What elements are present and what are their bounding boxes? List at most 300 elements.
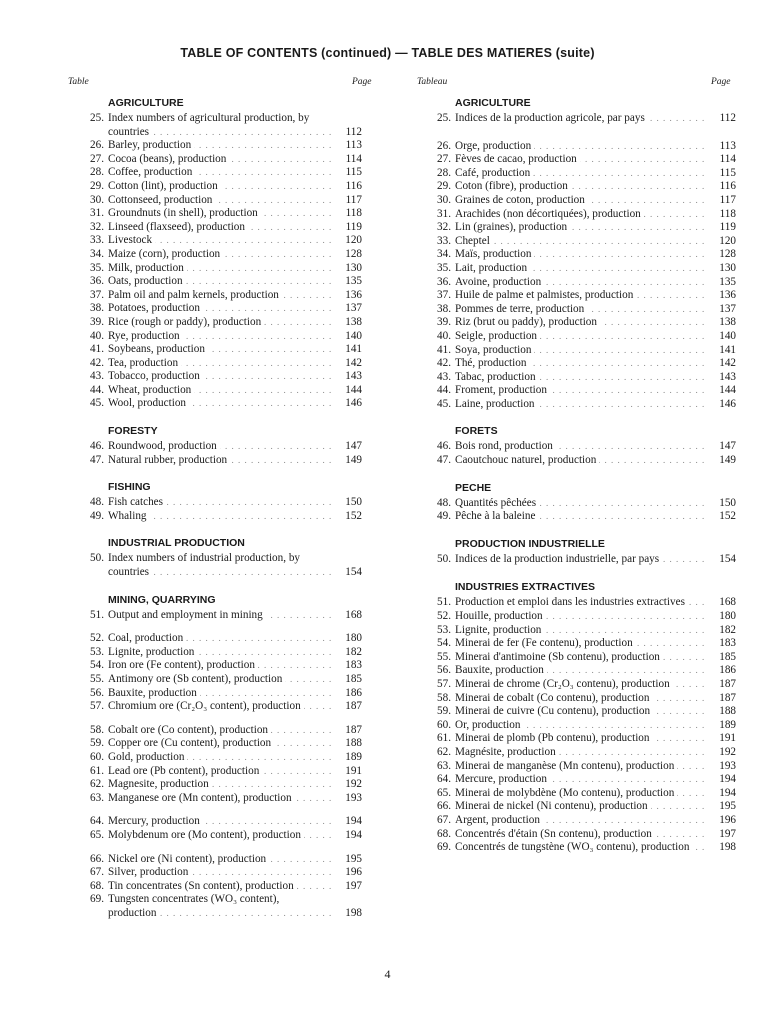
entry-number: 49. bbox=[90, 509, 104, 522]
entry-title: Mercury, production bbox=[108, 815, 203, 827]
entry-title: Maïs, production bbox=[455, 248, 534, 260]
toc-entry[interactable] bbox=[80, 751, 362, 765]
entry-page: 113 bbox=[706, 140, 736, 154]
toc-entry[interactable] bbox=[80, 248, 362, 262]
toc-entry[interactable] bbox=[80, 646, 362, 660]
toc-entry[interactable] bbox=[427, 454, 736, 468]
entry-number: 29. bbox=[90, 179, 104, 192]
entry-title: Arachides (non décortiquées), production bbox=[455, 208, 644, 220]
toc-entry[interactable] bbox=[80, 316, 362, 330]
entry-page: 154 bbox=[706, 553, 736, 567]
toc-entry[interactable] bbox=[80, 880, 362, 894]
toc-entry[interactable] bbox=[427, 398, 736, 412]
entry-page: 185 bbox=[706, 651, 736, 665]
entry-page: 114 bbox=[706, 153, 736, 167]
entry-number: 29. bbox=[437, 180, 451, 193]
toc-entry[interactable] bbox=[80, 357, 362, 371]
entry-title: Houille, production bbox=[455, 610, 546, 622]
entry-title-wrap bbox=[455, 510, 706, 524]
entry-page: 196 bbox=[332, 866, 362, 880]
toc-entry[interactable] bbox=[80, 700, 362, 714]
toc-entry[interactable] bbox=[80, 609, 362, 623]
section-heading: INDUSTRIES EXTRACTIVES bbox=[455, 581, 596, 594]
entry-number: 38. bbox=[90, 302, 104, 315]
entry-page: 119 bbox=[332, 221, 362, 235]
entry-page: 116 bbox=[706, 180, 736, 194]
entry-title: Pommes de terre, production bbox=[455, 303, 587, 315]
toc-entry[interactable] bbox=[427, 497, 736, 511]
toc-entry[interactable] bbox=[80, 112, 362, 139]
entry-title-wrap bbox=[455, 357, 706, 371]
toc-entry[interactable] bbox=[80, 153, 362, 167]
entry-number: 30. bbox=[437, 193, 451, 206]
entry-page: 152 bbox=[706, 510, 736, 524]
entry-number: 46. bbox=[437, 440, 451, 453]
entry-title: Bauxite, production bbox=[108, 687, 200, 699]
toc-entry[interactable] bbox=[427, 651, 736, 665]
entry-number: 47. bbox=[437, 454, 451, 467]
entry-title-wrap bbox=[455, 828, 706, 842]
entry-title-wrap bbox=[455, 497, 706, 511]
entry-title: Rice (rough or paddy), production bbox=[108, 316, 264, 328]
toc-entry[interactable] bbox=[427, 112, 736, 126]
entry-title: Tin concentrates (Sn content), production bbox=[108, 880, 297, 892]
entry-title: Roundwood, production bbox=[108, 440, 220, 452]
section-heading: FISHING bbox=[108, 481, 151, 494]
toc-entry[interactable] bbox=[80, 893, 362, 920]
entry-number: 65. bbox=[90, 828, 104, 841]
entry-number: 44. bbox=[90, 383, 104, 396]
toc-entry[interactable] bbox=[80, 687, 362, 701]
entry-number: 51. bbox=[90, 608, 104, 621]
entry-page: 168 bbox=[706, 596, 736, 610]
entry-title-wrap bbox=[455, 140, 706, 154]
toc-entry[interactable] bbox=[427, 276, 736, 290]
entry-title-wrap bbox=[455, 746, 706, 760]
entry-number: 67. bbox=[437, 813, 451, 826]
entry-number: 58. bbox=[90, 723, 104, 736]
entry-number: 41. bbox=[90, 343, 104, 356]
toc-entry[interactable] bbox=[427, 180, 736, 194]
entry-number: 33. bbox=[90, 234, 104, 247]
toc-entry[interactable] bbox=[427, 787, 736, 801]
entry-title-wrap bbox=[455, 398, 706, 412]
toc-entry[interactable] bbox=[80, 302, 362, 316]
entry-title-wrap bbox=[108, 370, 332, 384]
entry-title: Livestock bbox=[108, 234, 155, 246]
toc-entry[interactable] bbox=[80, 262, 362, 276]
entry-title-wrap bbox=[455, 732, 706, 746]
entry-number: 50. bbox=[437, 552, 451, 565]
entry-title-wrap bbox=[108, 302, 332, 316]
entry-title-wrap bbox=[455, 303, 706, 317]
toc-entry[interactable] bbox=[427, 153, 736, 167]
entry-number: 37. bbox=[90, 288, 104, 301]
toc-entry[interactable] bbox=[80, 659, 362, 673]
entry-number: 35. bbox=[90, 261, 104, 274]
entry-title-wrap bbox=[108, 496, 332, 510]
entry-number: 68. bbox=[90, 879, 104, 892]
entry-title-wrap bbox=[455, 664, 706, 678]
entry-number: 28. bbox=[437, 166, 451, 179]
toc-entry[interactable] bbox=[427, 303, 736, 317]
entry-title-wrap bbox=[108, 207, 332, 221]
entry-title: Coffee, production bbox=[108, 166, 195, 178]
toc-entry[interactable] bbox=[427, 624, 736, 638]
entry-title: Whaling bbox=[108, 510, 150, 522]
entry-page: 120 bbox=[332, 234, 362, 248]
entry-page: 141 bbox=[706, 344, 736, 358]
toc-entry[interactable] bbox=[427, 357, 736, 371]
toc-entry[interactable] bbox=[427, 553, 736, 567]
toc-entry[interactable] bbox=[427, 316, 736, 330]
toc-entry[interactable] bbox=[80, 765, 362, 779]
toc-section bbox=[427, 424, 736, 467]
toc-section bbox=[427, 481, 736, 524]
toc-entry[interactable] bbox=[80, 330, 362, 344]
toc-entry[interactable] bbox=[427, 289, 736, 303]
entry-title: Cottonseed, production bbox=[108, 194, 215, 206]
entry-title: Coton (fibre), production bbox=[455, 180, 571, 192]
entry-page: 144 bbox=[332, 384, 362, 398]
entry-page: 135 bbox=[706, 276, 736, 290]
toc-entry[interactable] bbox=[80, 194, 362, 208]
entry-number: 25. bbox=[90, 112, 104, 124]
entry-page: 186 bbox=[706, 664, 736, 678]
entry-number: 34. bbox=[90, 247, 104, 260]
toc-section bbox=[80, 424, 362, 467]
toc-entry[interactable] bbox=[80, 343, 362, 357]
entry-page: 193 bbox=[332, 792, 362, 806]
entry-number: 36. bbox=[437, 275, 451, 288]
entry-title-wrap bbox=[455, 221, 706, 235]
entry-title-wrap bbox=[455, 316, 706, 330]
toc-entry[interactable] bbox=[427, 510, 736, 524]
toc-entry[interactable] bbox=[427, 841, 736, 855]
entry-number: 61. bbox=[437, 732, 451, 745]
entry-title: Concentrés d'étain (Sn contenu), production bbox=[455, 828, 655, 840]
left-table-header: Table bbox=[68, 77, 89, 87]
toc-entry[interactable] bbox=[427, 221, 736, 235]
entry-number: 44. bbox=[437, 384, 451, 397]
entry-page: 189 bbox=[706, 719, 736, 733]
entry-title: Milk, production bbox=[108, 262, 187, 274]
toc-entry[interactable] bbox=[80, 166, 362, 180]
entry-page: 197 bbox=[332, 880, 362, 894]
entry-title-wrap bbox=[455, 371, 706, 385]
entry-page: 140 bbox=[706, 330, 736, 344]
toc-entry[interactable] bbox=[80, 440, 362, 454]
entry-page: 191 bbox=[332, 765, 362, 779]
entry-title: Minerai de fer (Fe contenu), production bbox=[455, 637, 636, 649]
entry-number: 48. bbox=[90, 496, 104, 509]
entry-title: Lignite, production bbox=[108, 646, 197, 658]
entry-title-wrap bbox=[455, 194, 706, 208]
toc-entry[interactable] bbox=[427, 732, 736, 746]
section-heading: PECHE bbox=[455, 481, 492, 494]
entry-page: 192 bbox=[706, 746, 736, 760]
toc-entry[interactable] bbox=[427, 637, 736, 651]
toc-entry[interactable] bbox=[427, 330, 736, 344]
entry-number: 25. bbox=[437, 112, 451, 124]
entry-number: 53. bbox=[437, 623, 451, 636]
toc-entry[interactable] bbox=[80, 853, 362, 867]
entry-title: Chromium ore (Cr₂O₃ content), production bbox=[108, 700, 304, 712]
entry-number: 60. bbox=[90, 750, 104, 763]
entry-number: 56. bbox=[90, 686, 104, 699]
toc-entry[interactable] bbox=[80, 829, 362, 843]
toc-entry[interactable] bbox=[80, 552, 362, 579]
entry-title: Rye, production bbox=[108, 330, 183, 342]
entry-title-wrap bbox=[455, 651, 706, 665]
entry-title-wrap bbox=[108, 275, 332, 289]
entry-title: Maize (corn), production bbox=[108, 248, 223, 260]
section-heading: AGRICULTURE bbox=[455, 97, 531, 109]
entry-number: 64. bbox=[437, 773, 451, 786]
entry-number: 63. bbox=[90, 791, 104, 804]
toc-entry[interactable] bbox=[80, 778, 362, 792]
entry-title: Caoutchouc naturel, production bbox=[455, 454, 599, 466]
entry-number: 26. bbox=[437, 139, 451, 152]
left-page-header: Page bbox=[352, 77, 372, 87]
entry-title: Minerai de chrome (Cr₂O₃ contenu), production bbox=[455, 678, 673, 690]
entry-number: 65. bbox=[437, 786, 451, 799]
toc-entry[interactable] bbox=[427, 167, 736, 181]
entry-number: 54. bbox=[90, 659, 104, 672]
page-number: 4 bbox=[384, 967, 391, 981]
entry-page: 196 bbox=[706, 814, 736, 828]
toc-entry[interactable] bbox=[80, 724, 362, 738]
entry-number: 56. bbox=[437, 664, 451, 677]
entry-page: 115 bbox=[706, 167, 736, 181]
entry-number: 46. bbox=[90, 440, 104, 453]
entry-title: Magnesite, production bbox=[108, 778, 212, 790]
entry-title-wrap bbox=[108, 357, 332, 371]
entry-number: 49. bbox=[437, 510, 451, 523]
entry-title: Riz (brut ou paddy), production bbox=[455, 316, 600, 328]
entry-title: Fèves de cacao, production bbox=[455, 153, 580, 165]
entry-page: 128 bbox=[332, 248, 362, 262]
entry-number: 53. bbox=[90, 645, 104, 658]
toc-entry[interactable] bbox=[80, 180, 362, 194]
toc-entry[interactable] bbox=[427, 596, 736, 610]
entry-title: Index numbers of industrial production, by countries bbox=[108, 552, 301, 579]
entry-title: Tea, production bbox=[108, 357, 181, 369]
toc-entry[interactable] bbox=[427, 140, 736, 154]
toc-entry[interactable] bbox=[427, 773, 736, 787]
entry-title-wrap bbox=[455, 153, 706, 167]
entry-page: 147 bbox=[706, 440, 736, 454]
entry-title-wrap bbox=[455, 760, 706, 774]
entry-page: 194 bbox=[332, 829, 362, 843]
entry-title: Copper ore (Cu content), production bbox=[108, 737, 274, 749]
entry-number: 42. bbox=[437, 357, 451, 370]
toc-entry[interactable] bbox=[80, 370, 362, 384]
toc-entry[interactable] bbox=[80, 221, 362, 235]
entry-page: 130 bbox=[332, 262, 362, 276]
entry-number: 41. bbox=[437, 343, 451, 356]
entry-number: 59. bbox=[437, 705, 451, 718]
toc-section bbox=[80, 593, 362, 921]
entry-title-wrap bbox=[108, 659, 332, 673]
entry-page: 187 bbox=[706, 678, 736, 692]
toc-entry[interactable] bbox=[427, 262, 736, 276]
toc-entry[interactable] bbox=[80, 207, 362, 221]
toc-entry[interactable] bbox=[80, 737, 362, 751]
toc-entry[interactable] bbox=[80, 384, 362, 398]
toc-entry[interactable] bbox=[427, 344, 736, 358]
toc-entry[interactable] bbox=[80, 275, 362, 289]
toc-entry[interactable] bbox=[427, 814, 736, 828]
entry-title-wrap bbox=[455, 248, 706, 262]
toc-entry[interactable] bbox=[80, 866, 362, 880]
entry-number: 39. bbox=[90, 315, 104, 328]
toc-entry[interactable] bbox=[427, 678, 736, 692]
toc-section bbox=[80, 96, 362, 411]
entry-number: 59. bbox=[90, 737, 104, 750]
toc-entry[interactable] bbox=[80, 496, 362, 510]
entry-title: Huile de palme et palmistes, production bbox=[455, 289, 636, 301]
entry-number: 32. bbox=[437, 221, 451, 234]
toc-entry[interactable] bbox=[80, 454, 362, 468]
entry-page: 136 bbox=[332, 289, 362, 303]
entry-number: 43. bbox=[437, 370, 451, 383]
entry-number: 47. bbox=[90, 453, 104, 466]
toc-entry[interactable] bbox=[427, 208, 736, 222]
entry-title-wrap bbox=[108, 815, 332, 829]
entry-title-wrap bbox=[455, 384, 706, 398]
entry-page: 189 bbox=[332, 751, 362, 765]
toc-entry[interactable] bbox=[427, 828, 736, 842]
entry-title: Minerai d'antimoine (Sb contenu), production bbox=[455, 651, 663, 663]
section-heading: MINING, QUARRYING bbox=[108, 593, 216, 606]
entry-title-wrap bbox=[108, 384, 332, 398]
toc-entry[interactable] bbox=[80, 510, 362, 524]
entry-title: Iron ore (Fe content), production bbox=[108, 659, 258, 671]
toc-entry[interactable] bbox=[427, 384, 736, 398]
entry-title-wrap bbox=[108, 180, 332, 194]
entry-number: 55. bbox=[90, 673, 104, 685]
entry-title-wrap bbox=[455, 180, 706, 194]
entry-title: Concentrés de tungstène (WO₃ contenu), production bbox=[455, 841, 692, 853]
toc-entry[interactable] bbox=[427, 440, 736, 454]
entry-page: 186 bbox=[332, 687, 362, 701]
entry-number: 27. bbox=[90, 152, 104, 165]
entry-number: 38. bbox=[437, 302, 451, 315]
toc-entry[interactable] bbox=[427, 705, 736, 719]
entry-title: Graines de coton, production bbox=[455, 194, 588, 206]
entry-page: 128 bbox=[706, 248, 736, 262]
entry-title: Froment, production bbox=[455, 384, 550, 396]
entry-page: 115 bbox=[332, 166, 362, 180]
entry-number: 64. bbox=[90, 815, 104, 828]
entry-page: 187 bbox=[332, 724, 362, 738]
entry-title: Cocoa (beans), production bbox=[108, 153, 229, 165]
entry-title: Soya, production bbox=[455, 344, 534, 356]
entry-title-wrap bbox=[108, 234, 332, 248]
right-page-header: Page bbox=[711, 77, 731, 87]
entry-title: Indices de la production industrielle, par pays bbox=[455, 553, 662, 565]
toc-section bbox=[80, 536, 362, 579]
toc-entry[interactable] bbox=[80, 234, 362, 248]
entry-title: Molybdenum ore (Mo content), production bbox=[108, 829, 304, 841]
toc-entry[interactable] bbox=[427, 371, 736, 385]
toc-entry[interactable] bbox=[80, 632, 362, 646]
entry-number: 43. bbox=[90, 370, 104, 383]
entry-page: 154 bbox=[332, 566, 362, 580]
toc-entry[interactable] bbox=[427, 760, 736, 774]
toc-entry[interactable] bbox=[80, 792, 362, 806]
toc-entry[interactable] bbox=[80, 289, 362, 303]
toc-entry[interactable] bbox=[427, 719, 736, 733]
entry-page: 147 bbox=[332, 440, 362, 454]
toc-entry[interactable] bbox=[80, 139, 362, 153]
entry-title: Minerai de cobalt (Co contenu), production bbox=[455, 692, 652, 704]
entry-page: 188 bbox=[706, 705, 736, 719]
entry-title: Tabac, production bbox=[455, 371, 539, 383]
entry-title-wrap bbox=[108, 765, 332, 779]
entry-number: 66. bbox=[437, 800, 451, 813]
toc-entry[interactable] bbox=[427, 248, 736, 262]
entry-title-wrap bbox=[108, 221, 332, 235]
entry-title: Nickel ore (Ni content), production bbox=[108, 853, 269, 865]
entry-title-wrap bbox=[455, 841, 706, 855]
right-table-header: Tableau bbox=[417, 77, 448, 87]
entry-title-wrap bbox=[108, 792, 332, 806]
entry-page: 194 bbox=[706, 787, 736, 801]
entry-title: Bois rond, production bbox=[455, 440, 556, 452]
toc-entry[interactable] bbox=[427, 194, 736, 208]
entry-number: 36. bbox=[90, 275, 104, 288]
entry-page: 150 bbox=[332, 496, 362, 510]
toc-section bbox=[427, 537, 736, 567]
entry-number: 61. bbox=[90, 764, 104, 777]
entry-number: 66. bbox=[90, 852, 104, 865]
section-heading: FORETS bbox=[455, 425, 498, 438]
entry-title-wrap bbox=[455, 610, 706, 624]
toc-entry[interactable] bbox=[427, 800, 736, 814]
entry-title: Wool, production bbox=[108, 397, 189, 409]
entry-title: Pêche à la baleine bbox=[455, 510, 538, 522]
entry-number: 63. bbox=[437, 759, 451, 772]
entry-number: 69. bbox=[90, 893, 104, 906]
toc-entry[interactable] bbox=[80, 397, 362, 411]
entry-title: Café, production bbox=[455, 167, 533, 179]
toc-entry[interactable] bbox=[427, 610, 736, 624]
toc-entry[interactable] bbox=[80, 815, 362, 829]
entry-title-wrap bbox=[108, 454, 332, 468]
entry-page: 140 bbox=[332, 330, 362, 344]
entry-title: Laine, production bbox=[455, 398, 538, 410]
toc-entry[interactable] bbox=[427, 235, 736, 249]
entry-number: 39. bbox=[437, 316, 451, 329]
entry-title-wrap bbox=[108, 139, 332, 153]
toc-entry[interactable] bbox=[80, 673, 362, 687]
entry-title: Bauxite, production bbox=[455, 664, 547, 676]
entry-title-wrap bbox=[108, 880, 332, 894]
entry-title-wrap bbox=[108, 330, 332, 344]
entry-number: 45. bbox=[90, 397, 104, 410]
toc-entry[interactable] bbox=[427, 664, 736, 678]
entry-title: Barley, production bbox=[108, 139, 194, 151]
entry-number: 55. bbox=[437, 650, 451, 663]
entry-page: 149 bbox=[706, 454, 736, 468]
toc-entry[interactable] bbox=[427, 692, 736, 706]
entry-title-wrap bbox=[455, 787, 706, 801]
entry-title: Seigle, production bbox=[455, 330, 540, 342]
toc-entry[interactable] bbox=[427, 746, 736, 760]
entry-title: Minerai de cuivre (Cu contenu), production bbox=[455, 705, 653, 717]
